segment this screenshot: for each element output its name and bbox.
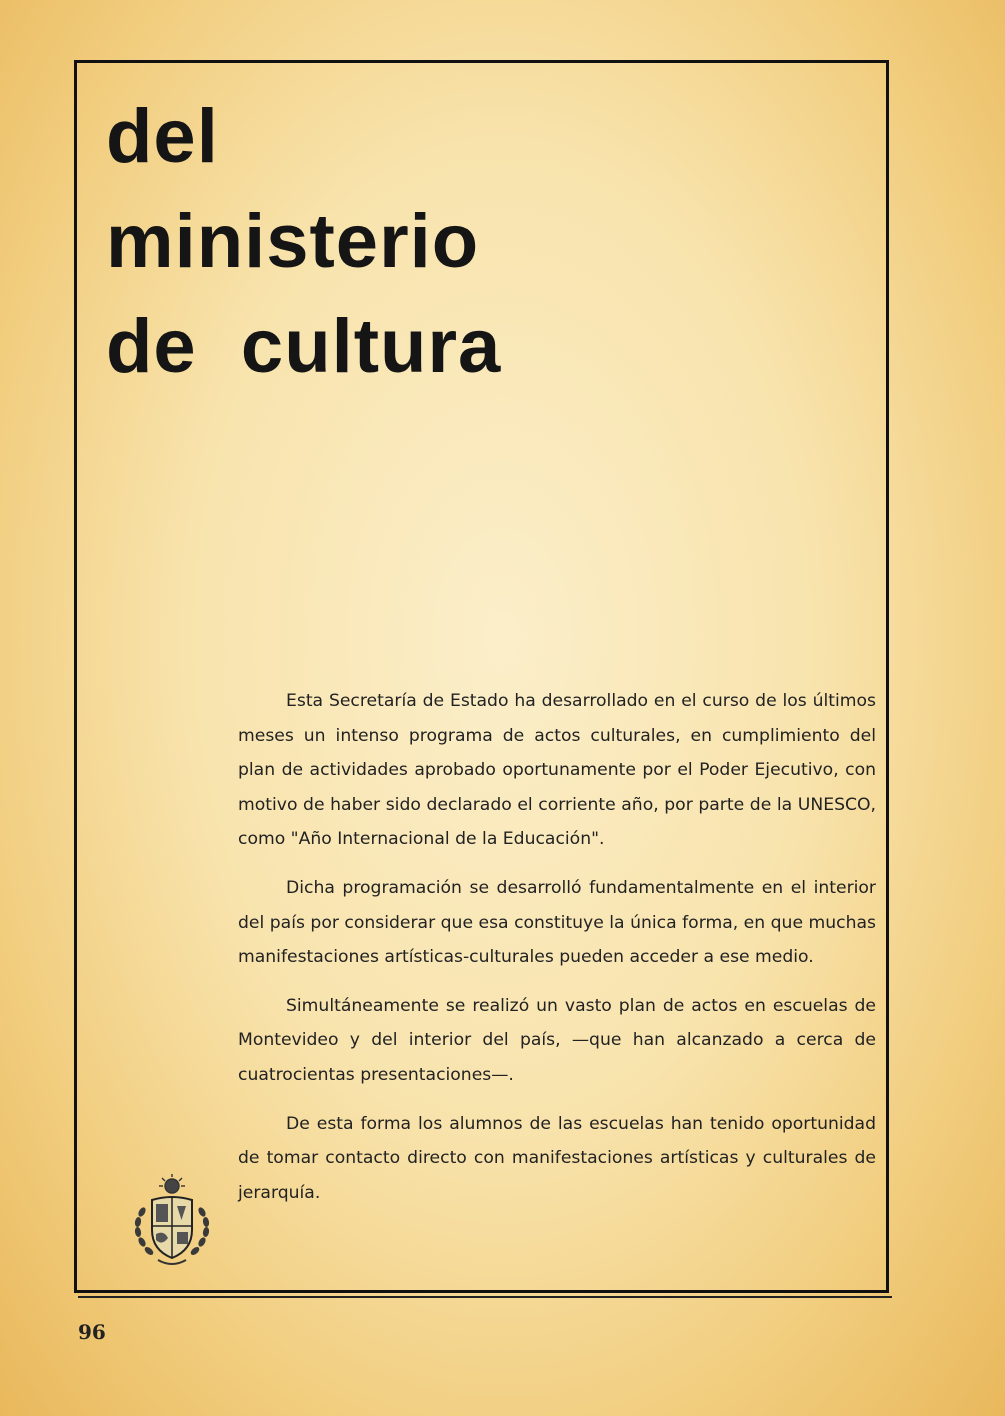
- coat-of-arms-icon: [128, 1172, 216, 1272]
- title-line-3: de cultura: [106, 304, 502, 389]
- title-line-1: del: [106, 94, 219, 179]
- paragraph-1: Esta Secretaría de Estado ha desarrollado en el curso de los últimos meses un intenso programa de actos culturales, en cumplimiento del plan de actividades aprobado oportunamente por el Poder Ejecutivo, con motivo de haber sido declarado el corriente año, por parte de la UNESCO, como "Año Internacional de la Educación".: [238, 691, 876, 850]
- paragraph-3: Simultáneamente se realizó un vasto plan de actos en escuelas de Montevideo y del interior del país, —que han alcanzado a cerca de cuatrocientas presentaciones—.: [238, 995, 876, 1085]
- paragraph-4: De esta forma los alumnos de las escuelas han tenido oportunidad de tomar contacto directo con manifestaciones artísticas y culturales de jerarquía.: [238, 1113, 876, 1203]
- page-title: [106, 84, 501, 399]
- page-number: 96: [78, 1320, 106, 1344]
- frame-bottom-rule: [78, 1296, 892, 1298]
- title-line-2: ministerio: [106, 199, 480, 284]
- paragraph-2: Dicha programación se desarrolló fundamentalmente en el interior del país por considerar que esa constituye la única forma, en que muchas manifestaciones artísticas-culturales pueden acceder a ese medio.: [238, 877, 876, 968]
- article-body: [238, 684, 876, 1224]
